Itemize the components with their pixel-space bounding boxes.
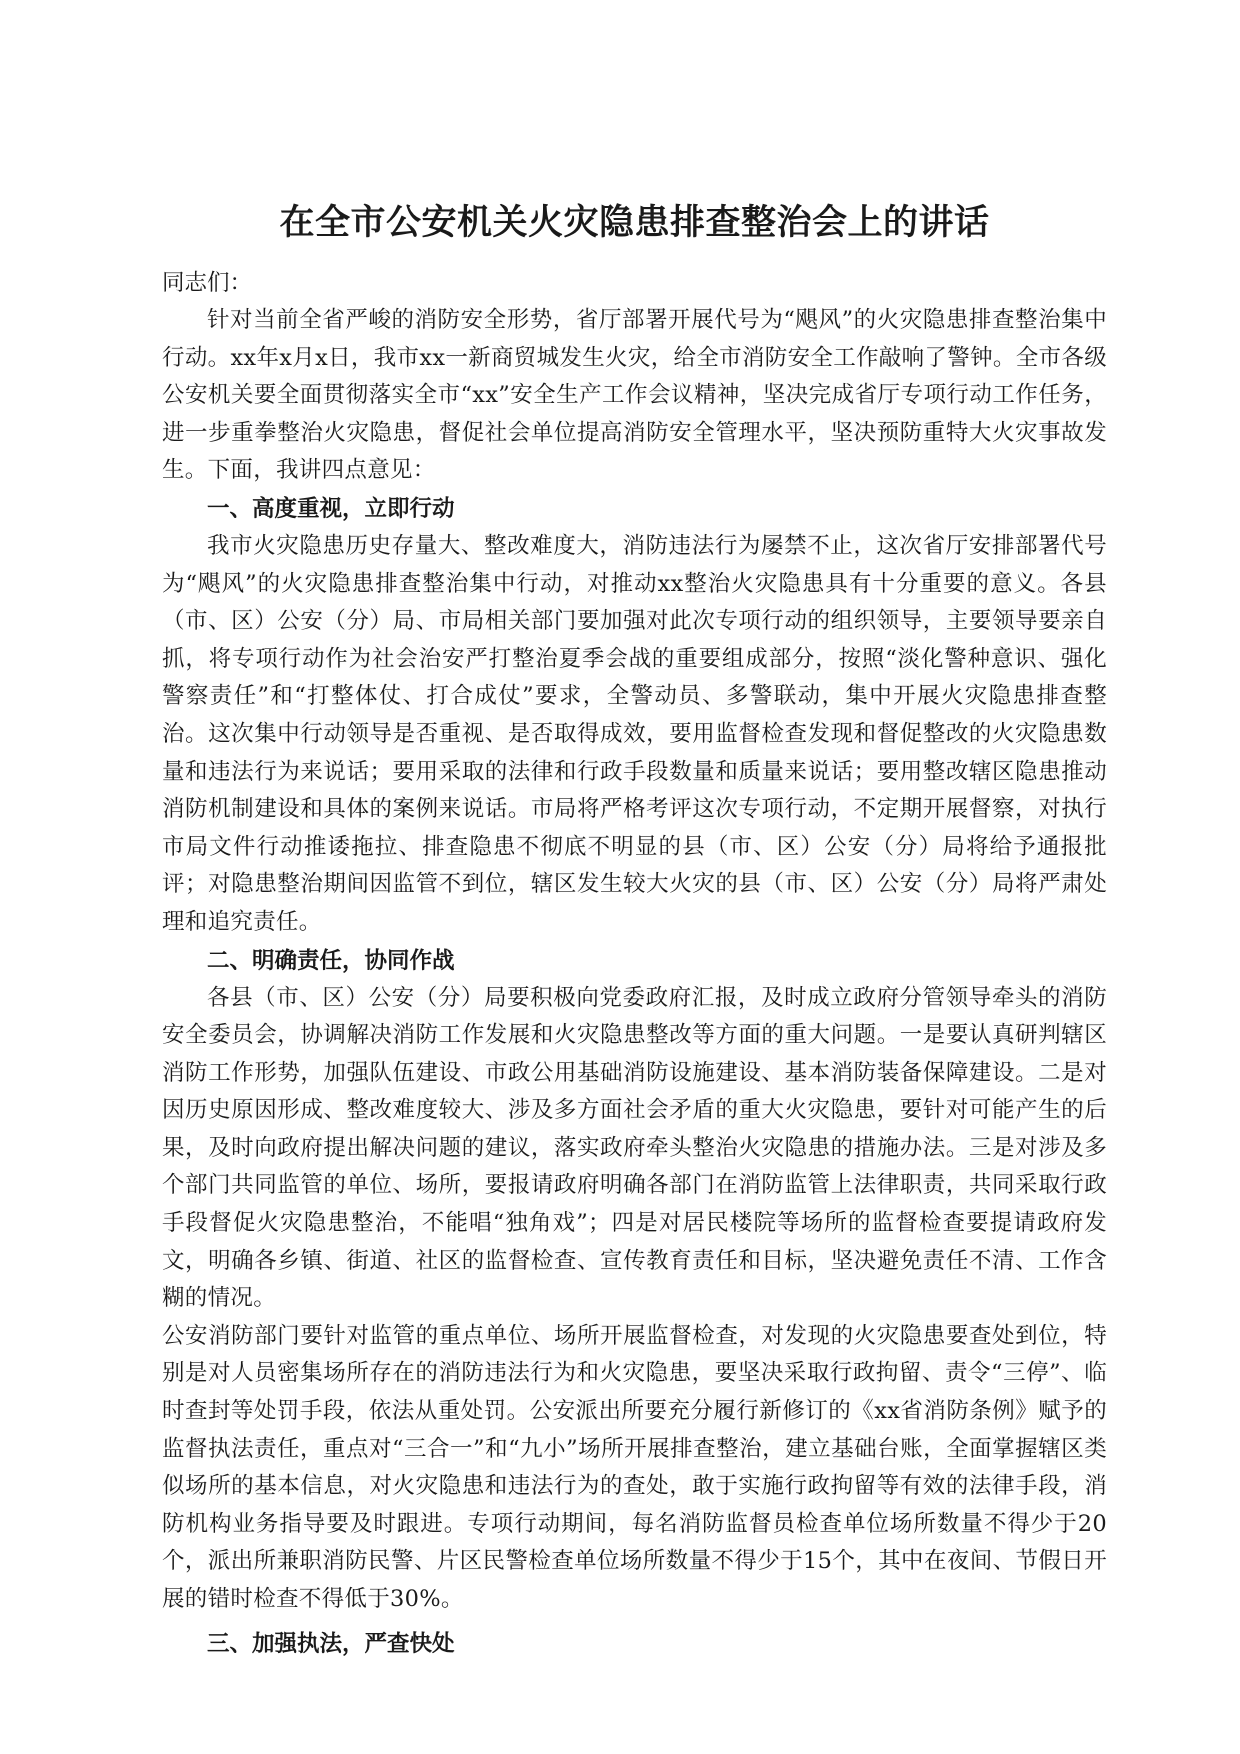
salutation: 同志们： (162, 270, 253, 296)
intro-paragraph: 针对当前全省严峻的消防安全形势，省厅部署开展代号为“飓风”的火灾隐患排查整治集中行动。xx年x月x日，我市xx一新商贸城发生火灾，给全市消防安全工作敲响了警钟。全市各级公安机关要全面贯彻落实全市“xx”安全生产工作会议精神，坚决完成省厅专项行动工作任务，进一步重拳整治火灾隐患，督促社会单位提高消防安全管理水平，坚决预防重特大火灾事故发生。下面，我讲四点意见： (162, 307, 1107, 484)
document-page (162, 198, 1107, 1663)
section-body-2: 各县（市、区）公安（分）局要积极向党委政府汇报，及时成立政府分管领导牵头的消防安全委员会，协调解决消防工作发展和火灾隐患整改等方面的重大问题。一是要认真研判辖区消防工作形势，加强队伍建设、市政公用基础消防设施建设、基本消防装备保障建设。二是对因历史原因形成、整改难度较大、涉及多方面社会矛盾的重大火灾隐患，要针对可能产生的后果，及时向政府提出解决问题的建议，落实政府牵头整治火灾隐患的措施办法。三是对涉及多个部门共同监管的单位、场所，要报请政府明确各部门在消防监管上法律职责，共同采取行政手段督促火灾隐患整治，不能唱“独角戏”；四是对居民楼院等场所的监督检查要提请政府发文，明确各乡镇、街道、社区的监督检查、宣传教育责任和目标，坚决避免责任不清、工作含糊的情况。 (162, 984, 1107, 1312)
section-heading-2: 二、明确责任，协同作战 (207, 947, 455, 974)
section-heading-3: 三、加强执法，严查快处 (207, 1630, 455, 1657)
section-body-2-continued: 公安消防部门要针对监管的重点单位、场所开展监督检查，对发现的火灾隐患要查处到位，特别是对人员密集场所存在的消防违法行为和火灾隐患，要坚决采取行政拘留、责令“三停”、临时查封等处罚手段，依法从重处罚。公安派出所要充分履行新修订的《xx省消防条例》赋予的监督执法责任，重点对“三合一”和“九小”场所开展排查整治，建立基础台账，全面掌握辖区类似场所的基本信息，对火灾隐患和违法行为的查处，敢于实施行政拘留等有效的法律手段，消防机构业务指导要及时跟进。专项行动期间，每名消防监督员检查单位场所数量不得少于20个，派出所兼职消防民警、片区民警检查单位场所数量不得少于15个，其中在夜间、节假日开展的错时检查不得低于30%。 (162, 1322, 1107, 1612)
section-heading-1: 一、高度重视，立即行动 (207, 495, 455, 522)
section-body-1: 我市火灾隐患历史存量大、整改难度大，消防违法行为屡禁不止，这次省厅安排部署代号为“飓风”的火灾隐患排查整治集中行动，对推动xx整治火灾隐患具有十分重要的意义。各县（市、区）公安（分）局、市局相关部门要加强对此次专项行动的组织领导，主要领导要亲自抓，将专项行动作为社会治安严打整治夏季会战的重要组成部分，按照“淡化警种意识、强化警察责任”和“打整体仗、打合成仗”要求，全警动员、多警联动，集中开展火灾隐患排查整治。这次集中行动领导是否重视、是否取得成效，要用监督检查发现和督促整改的火灾隐患数量和违法行为来说话；要用采取的法律和行政手段数量和质量来说话；要用整改辖区隐患推动消防机制建设和具体的案例来说话。市局将严格考评这次专项行动，不定期开展督察，对执行市局文件行动推诿拖拉、排查隐患不彻底不明显的县（市、区）公安（分）局将给予通报批评；对隐患整治期间因监管不到位，辖区发生较大火灾的县（市、区）公安（分）局将严肃处理和追究责任。 (162, 532, 1107, 935)
page-title: 在全市公安机关火灾隐患排查整治会上的讲话 (279, 203, 990, 243)
